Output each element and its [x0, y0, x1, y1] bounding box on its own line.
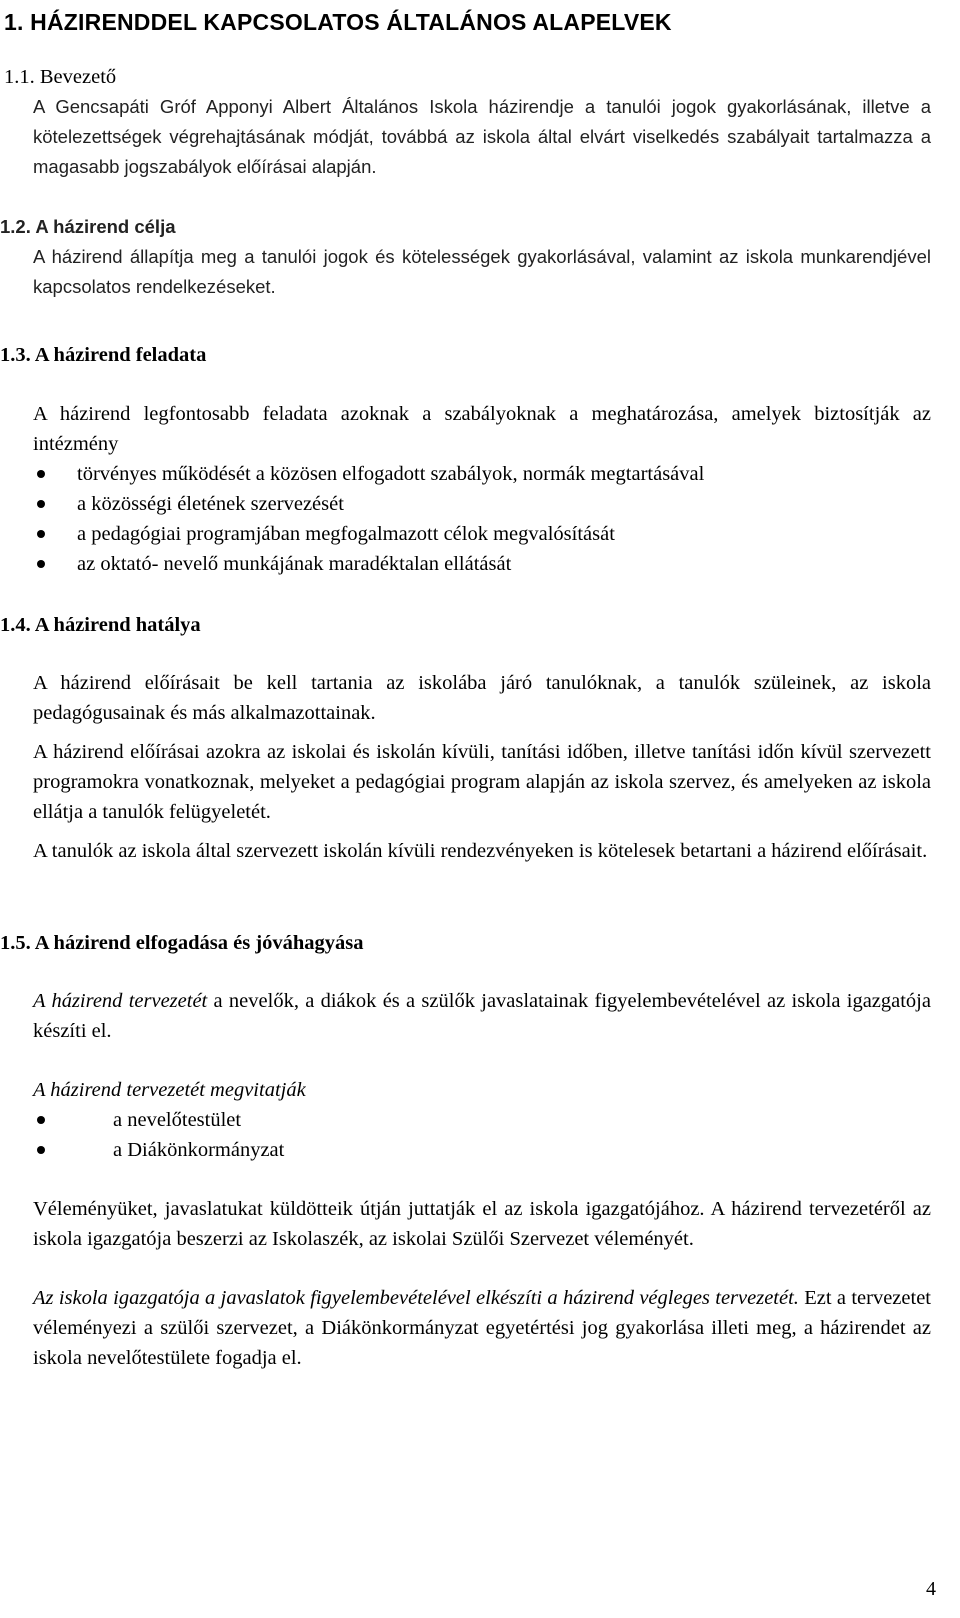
page-title: 1. HÁZIRENDDEL KAPCSOLATOS ÁLTALÁNOS ALAPELVEK [4, 9, 672, 35]
section-paragraph: A házirend tervezetét megvitatják [33, 1079, 306, 1101]
section-bevezeto [4, 62, 931, 182]
section-paragraph: A Gencsapáti Gróf Apponyi Albert Általános Iskola házirendje a tanulói jogok gyakorlásának, illetve a kötelezettségek végrehajtásának módját, továbbá az iskola által elvárt viselkedés szabályait tartalmazza a magasabb jogszabályok előírásai alapján. [33, 96, 931, 177]
section-heading [0, 610, 931, 640]
section-paragraph: Az iskola igazgatója a javaslatok figyelembevételével elkészíti a házirend végleges tervezetét. Ezt a tervezetet véleményezi a szülői szervezet, a Diákönkormányzat egyetértési jog gyakorlása illeti meg, a házirendet az iskola nevelőtestülete fogadja el. [33, 1287, 931, 1369]
section-title: A házirend célja [35, 216, 176, 237]
section-paragraph: A házirend állapítja meg a tanulói jogok és kötelességek gyakorlásával, valamint az iskola munkarendjével kapcsolatos rendelkezéseket. [33, 246, 931, 297]
section-feladata [0, 340, 931, 579]
section-paragraph: A házirend előírásai azokra az iskolai és iskolán kívüli, tanítási időben, illetve tanítási időn kívül szervezett programokra vonatkoznak, melyeket a pedagógiai program alapján az iskola szervez, és amelyeken az iskola ellátja a tanulók felügyeletét. [33, 741, 931, 823]
bullet-list [33, 1105, 931, 1165]
section-heading [0, 928, 931, 958]
section-paragraph: A tanulók az iskola által szervezett iskolán kívüli rendezvényeken is kötelesek betartani a házirend előírásait. [33, 840, 928, 862]
bullet-icon [37, 500, 45, 508]
section-heading [0, 212, 931, 242]
list-item: törvényes működését a közösen elfogadott szabályok, normák megtartásával [33, 459, 931, 489]
section-number: 1.1. [4, 66, 35, 88]
section-hatalya [0, 610, 931, 866]
bullet-icon [37, 1116, 45, 1124]
page-number: 4 [926, 1578, 936, 1600]
section-paragraph: A házirend legfontosabb feladata azoknak a szabályoknak a meghatározása, amelyek biztosítják az intézmény [33, 403, 931, 455]
section-number: 1.3. [0, 344, 31, 366]
bullet-icon [37, 1146, 45, 1154]
section-number: 1.4. [0, 614, 31, 636]
section-number: 1.5. [0, 932, 31, 954]
bullet-icon [37, 530, 45, 538]
section-heading [4, 62, 931, 92]
list-item: a nevelőtestület [33, 1105, 931, 1135]
list-item: a közösségi életének szervezését [33, 489, 931, 519]
section-title: A házirend feladata [34, 344, 207, 366]
list-item: az oktató- nevelő munkájának maradéktalan ellátását [33, 549, 931, 579]
section-heading [0, 340, 931, 370]
list-item: a pedagógiai programjában megfogalmazott célok megvalósítását [33, 519, 931, 549]
section-title: A házirend elfogadása és jóváhagyása [34, 932, 364, 954]
bullet-list [33, 459, 931, 579]
section-paragraph: Véleményüket, javaslatukat küldötteik útján juttatják el az iskola igazgatójához. A házirend tervezetéről az iskola igazgatója beszerzi az Iskolaszék, az iskolai Szülői Szervezet véleményét. [33, 1198, 931, 1250]
bullet-icon [37, 560, 45, 568]
section-paragraph: A házirend tervezetét a nevelők, a diákok és a szülők javaslatainak figyelembevételével az iskola igazgatója készíti el. [33, 990, 931, 1042]
bullet-icon [37, 470, 45, 478]
section-title: Bevezető [39, 66, 117, 88]
section-paragraph: A házirend előírásait be kell tartania az iskolába járó tanulóknak, a tanulók szüleinek, az iskola pedagógusainak és más alkalmazottainak. [33, 672, 931, 724]
section-elfogadasa [0, 928, 931, 1373]
list-item: a Diákönkormányzat [33, 1135, 931, 1165]
section-title: A házirend hatálya [34, 614, 201, 636]
section-number: 1.2. [0, 216, 31, 237]
section-celja [0, 212, 931, 302]
